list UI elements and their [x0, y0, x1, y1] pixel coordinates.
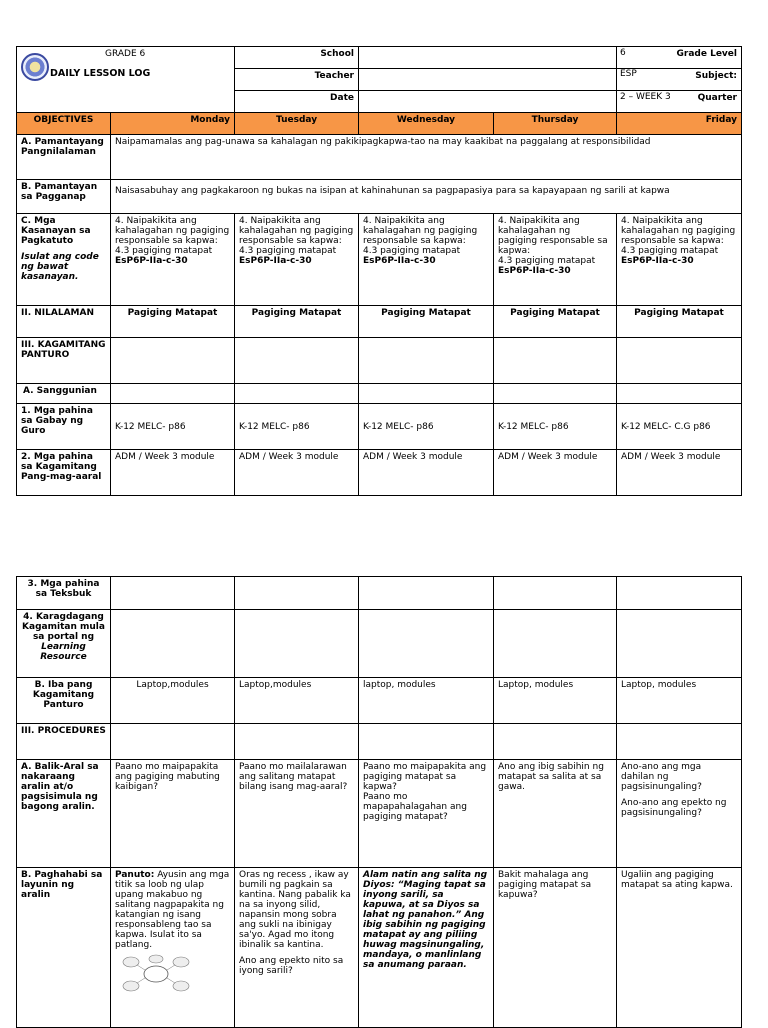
kagamitang-tuesday	[235, 338, 359, 384]
pamantayang-pangnilalaman-text: Naipamamalas ang pag-unawa sa kahalagan ng pakikipagkapwa-tao na may kaakibat na paggalang at responsibilidad	[111, 135, 742, 180]
day-header-monday: Monday	[111, 113, 235, 135]
deped-seal-icon	[21, 53, 49, 81]
row-label-sanggunian: A. Sanggunian	[17, 384, 111, 404]
row-label-balik-aral: A. Balik-Aral sa nakaraang aralin at/o pagsisimula ng bagong aralin.	[17, 760, 111, 868]
balik-aral-thursday: Ano ang ibig sabihin ng matapat sa salita at sa gawa.	[494, 760, 617, 868]
lesson-log-table-top	[16, 46, 742, 496]
nilalaman-friday: Pagiging Matapat	[617, 306, 742, 338]
kasanayan-label: C. Mga Kasanayan sa Pagkatuto	[21, 216, 91, 246]
iba-thursday: Laptop, modules	[494, 678, 617, 724]
nilalaman-tuesday: Pagiging Matapat	[235, 306, 359, 338]
grade-level-value: 6	[620, 48, 626, 58]
sanggunian-monday	[111, 384, 235, 404]
karagdagan-monday	[111, 610, 235, 678]
teksbuk-friday	[617, 577, 742, 610]
subject-value: ESP	[620, 69, 637, 79]
sanggunian-friday	[617, 384, 742, 404]
iba-monday: Laptop,modules	[111, 678, 235, 724]
gabay-friday: K-12 MELC- C.G p86	[617, 404, 742, 450]
objectives-header: OBJECTIVES	[17, 113, 111, 135]
sanggunian-tuesday	[235, 384, 359, 404]
balik-aral-monday: Paano mo maipapakita ang pagiging mabuting kaibigan?	[111, 760, 235, 868]
pang-mag-aaral-thursday: ADM / Week 3 module	[494, 450, 617, 496]
sanggunian-wednesday	[359, 384, 494, 404]
iba-friday: Laptop, modules	[617, 678, 742, 724]
kasanayan-monday: 4. Naipakikita ang kahalagahan ng pagiging responsable sa kapwa: 4.3 pagiging matapat EsP6P-IIa-c-30	[111, 214, 235, 306]
paghahabi-thursday: Bakit mahalaga ang pagiging matapat sa kapuwa?	[494, 868, 617, 1028]
procedures-tuesday	[235, 724, 359, 760]
row-label-iba-pang-kagamitan: B. Iba pang Kagamitang Panturo	[17, 678, 111, 724]
header-title-cell	[17, 47, 235, 113]
teacher-value[interactable]	[359, 69, 617, 91]
iba-tuesday: Laptop,modules	[235, 678, 359, 724]
row-label-procedures: III. PROCEDURES	[17, 724, 111, 760]
pang-mag-aaral-wednesday: ADM / Week 3 module	[359, 450, 494, 496]
row-label-kagamitang-pang-mag-aaral: 2. Mga pahina sa Kagamitang Pang-mag-aaral	[17, 450, 111, 496]
grade-level-label: Grade Level	[617, 47, 742, 69]
subject-label: Subject:	[617, 69, 742, 91]
paghahabi-friday: Ugaliin ang pagiging matapat sa ating kapwa.	[617, 868, 742, 1028]
procedures-friday	[617, 724, 742, 760]
paghahabi-wednesday: Alam natin ang salita ng Diyos: “Maging tapat sa inyong sarili, sa kapuwa, at sa Diyos sa lahat ng panahon.” Ang ibig sabihin ng pagiging matapat ay ang piliing huwag magsinungaling, mandaya, o manlinlang sa anumang paraan.	[359, 868, 494, 1028]
karagdagan-tuesday	[235, 610, 359, 678]
pang-mag-aaral-friday: ADM / Week 3 module	[617, 450, 742, 496]
teacher-label: Teacher	[235, 69, 359, 91]
quarter-label: Quarter	[617, 91, 742, 113]
day-header-thursday: Thursday	[494, 113, 617, 135]
pamantayan-sa-pagganap-text: Naisasabuhay ang pagkakaroon ng bukas na isipan at kahinahunan sa pagpapasiya para sa kapayapaan ng sarili at kapwa	[111, 180, 742, 214]
iba-wednesday: laptop, modules	[359, 678, 494, 724]
quarter-value: 2 – WEEK 3	[620, 92, 671, 102]
nilalaman-thursday: Pagiging Matapat	[494, 306, 617, 338]
date-value[interactable]	[359, 91, 617, 113]
procedures-wednesday	[359, 724, 494, 760]
paghahabi-tuesday: Oras ng recess , ikaw ay bumili ng pagkain sa kantina. Nang pabalik ka na sa inyong silid, napansin mong sobra ang sukli na ibinigay sa'yo. Agad mo itong ibinalik sa kantina. Ano ang epekto nito sa iyong sarili?	[235, 868, 359, 1028]
pang-mag-aaral-monday: ADM / Week 3 module	[111, 450, 235, 496]
gabay-tuesday: K-12 MELC- p86	[235, 404, 359, 450]
school-label: School	[235, 47, 359, 69]
school-value[interactable]	[359, 47, 617, 69]
nilalaman-wednesday: Pagiging Matapat	[359, 306, 494, 338]
gabay-thursday: K-12 MELC- p86	[494, 404, 617, 450]
word-cloud-diagram-icon	[121, 954, 191, 994]
row-label-paghahabi: B. Paghahabi sa layunin ng aralin	[17, 868, 111, 1028]
kasanayan-friday: 4. Naipakikita ang kahalagahan ng pagiging responsable sa kapwa: 4.3 pagiging matapat EsP6P-IIa-c-30	[617, 214, 742, 306]
sanggunian-thursday	[494, 384, 617, 404]
paghahabi-monday: Panuto: Ayusin ang mga titik sa loob ng ulap upang makabuo ng salitang nagpapakita ng katangian ng isang responsableng tao sa kapwa. Isulat ito sa patlang.	[111, 868, 235, 1028]
teksbuk-wednesday	[359, 577, 494, 610]
row-label-kasanayan	[17, 214, 111, 306]
row-label-pamantayan-sa-pagganap: B. Pamantayan sa Pagganap	[17, 180, 111, 214]
procedures-monday	[111, 724, 235, 760]
teksbuk-thursday	[494, 577, 617, 610]
gabay-wednesday: K-12 MELC- p86	[359, 404, 494, 450]
lesson-log-table-bottom	[16, 576, 742, 1028]
log-title: DAILY LESSON LOG	[50, 68, 151, 79]
balik-aral-tuesday: Paano mo mailalarawan ang salitang matapat bilang isang mag-aaral?	[235, 760, 359, 868]
row-label-kagamitang-panturo: III. KAGAMITANG PANTURO	[17, 338, 111, 384]
row-label-gabay-ng-guro: 1. Mga pahina sa Gabay ng Guro	[17, 404, 111, 450]
day-header-friday: Friday	[617, 113, 742, 135]
procedures-thursday	[494, 724, 617, 760]
header-value-divider	[616, 46, 617, 114]
balik-aral-wednesday: Paano mo maipapakita ang pagiging matapat sa kapwa? Paano mo mapapahalagahan ang pagiging matapat?	[359, 760, 494, 868]
gabay-monday: K-12 MELC- p86	[111, 404, 235, 450]
kagamitang-monday	[111, 338, 235, 384]
day-header-tuesday: Tuesday	[235, 113, 359, 135]
kasanayan-note: Isulat ang code ng bawat kasanayan.	[21, 252, 99, 282]
teksbuk-tuesday	[235, 577, 359, 610]
grade-label: GRADE 6	[105, 49, 146, 59]
karagdagan-wednesday	[359, 610, 494, 678]
pang-mag-aaral-tuesday: ADM / Week 3 module	[235, 450, 359, 496]
kagamitang-wednesday	[359, 338, 494, 384]
row-label-karagdagang-kagamitan: 4. Karagdagang Kagamitan mula sa portal ng Learning Resource	[17, 610, 111, 678]
balik-aral-friday: Ano-ano ang mga dahilan ng pagsisinungaling? Ano-ano ang epekto ng pagsisinungaling?	[617, 760, 742, 868]
row-label-teksbuk: 3. Mga pahina sa Teksbuk	[17, 577, 111, 610]
kasanayan-wednesday: 4. Naipakikita ang kahalagahan ng pagiging responsable sa kapwa: 4.3 pagiging matapat EsP6P-IIa-c-30	[359, 214, 494, 306]
row-label-pamantayang-pangnilalaman: A. Pamantayang Pangnilalaman	[17, 135, 111, 180]
kasanayan-thursday: 4. Naipakikita ang kahalagahan ng pagiging responsable sa kapwa: 4.3 pagiging matapat EsP6P-IIa-c-30	[494, 214, 617, 306]
day-header-wednesday: Wednesday	[359, 113, 494, 135]
date-label: Date	[235, 91, 359, 113]
karagdagan-friday	[617, 610, 742, 678]
teksbuk-monday	[111, 577, 235, 610]
kagamitang-friday	[617, 338, 742, 384]
kasanayan-tuesday: 4. Naipakikita ang kahalagahan ng pagiging responsable sa kapwa: 4.3 pagiging matapat EsP6P-IIa-c-30	[235, 214, 359, 306]
row-label-nilalaman: II. NILALAMAN	[17, 306, 111, 338]
nilalaman-monday: Pagiging Matapat	[111, 306, 235, 338]
karagdagan-thursday	[494, 610, 617, 678]
kagamitang-thursday	[494, 338, 617, 384]
